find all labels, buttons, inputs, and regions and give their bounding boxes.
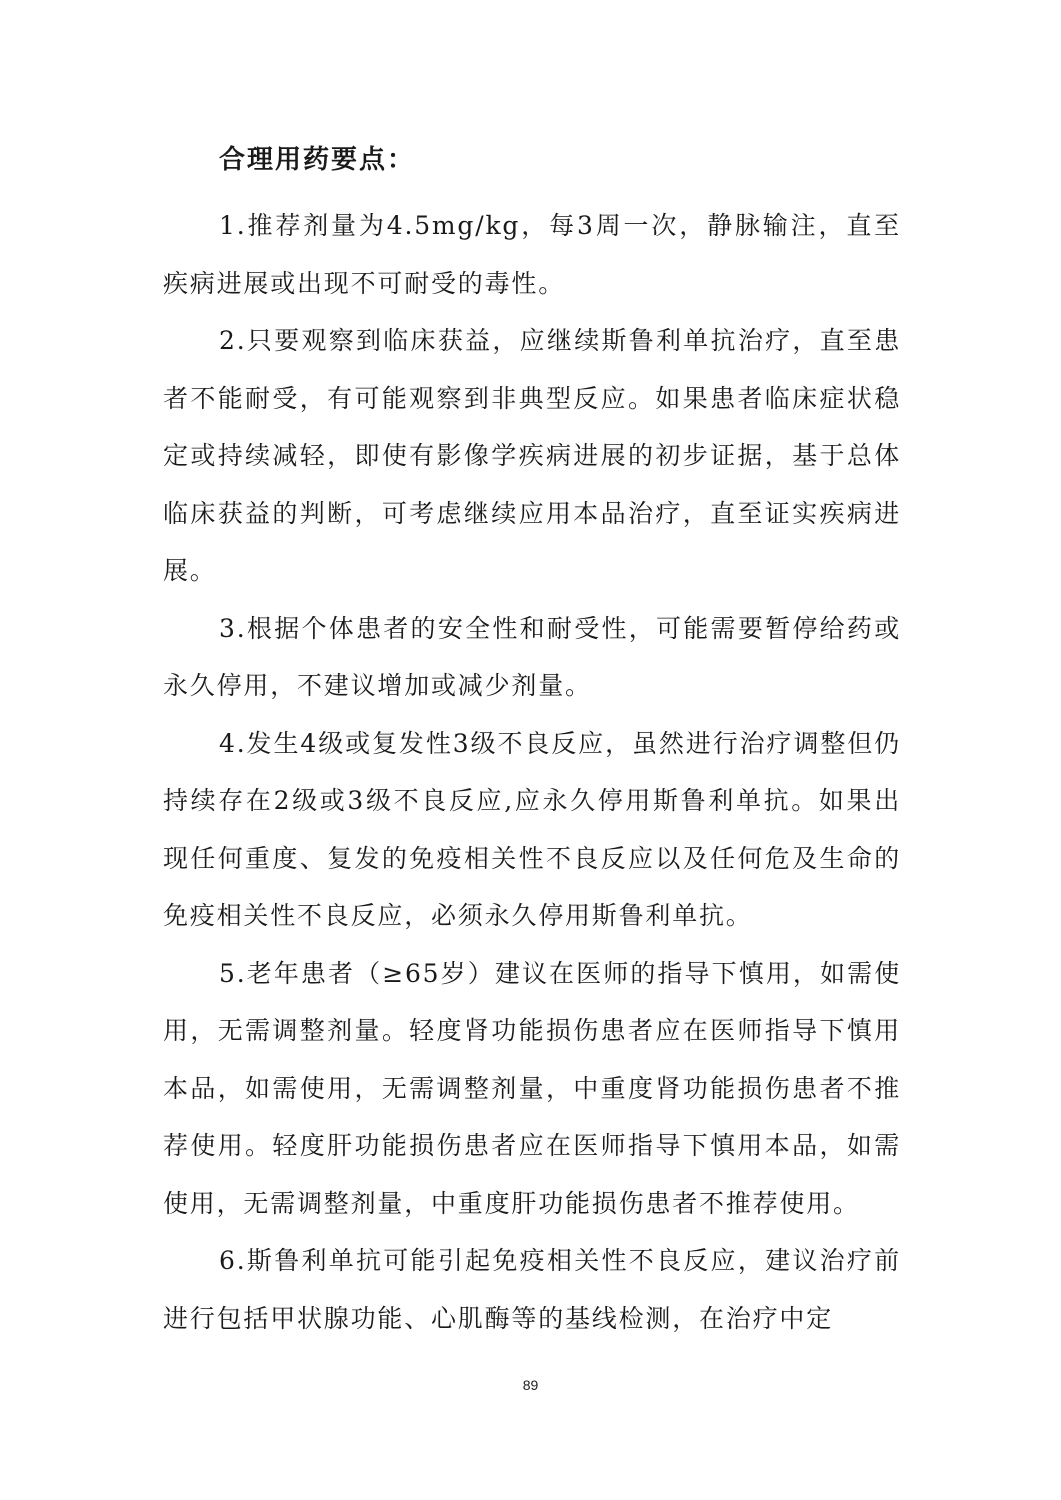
page-number: 89	[522, 1377, 539, 1393]
paragraph-3: 3.根据个体患者的安全性和耐受性，可能需要暂停给药或永久停用，不建议增加或减少剂量。	[163, 613, 901, 700]
section-heading: 合理用药要点：	[219, 145, 416, 175]
document-body	[163, 140, 901, 1347]
paragraph-5: 5.老年患者（≥65岁）建议在医师的指导下慎用，如需使用，无需调整剂量。轻度肾功能损伤患者应在医师指导下慎用本品，如需使用，无需调整剂量，中重度肾功能损伤患者不推荐使用。轻度肝功能损伤患者应在医师指导下慎用本品，如需使用，无需调整剂量，中重度肝功能损伤患者不推荐使用。	[163, 958, 901, 1218]
paragraph-4: 4.发生4级或复发性3级不良反应，虽然进行治疗调整但仍持续存在2级或3级不良反应,应永久停用斯鲁利单抗。如果出现任何重度、复发的免疫相关性不良反应以及任何危及生命的免疫相关性不良反应，必须永久停用斯鲁利单抗。	[163, 728, 901, 930]
paragraph-6: 6.斯鲁利单抗可能引起免疫相关性不良反应，建议治疗前进行包括甲状腺功能、心肌酶等的基线检测，在治疗中定	[163, 1246, 901, 1333]
paragraph-1: 1.推荐剂量为4.5mg/kg，每3周一次，静脉输注，直至疾病进展或出现不可耐受的毒性。	[163, 211, 901, 298]
paragraph-2: 2.只要观察到临床获益，应继续斯鲁利单抗治疗，直至患者不能耐受，有可能观察到非典型反应。如果患者临床症状稳定或持续减轻，即使有影像学疾病进展的初步证据，基于总体临床获益的判断，可考虑继续应用本品治疗，直至证实疾病进展。	[163, 326, 901, 585]
